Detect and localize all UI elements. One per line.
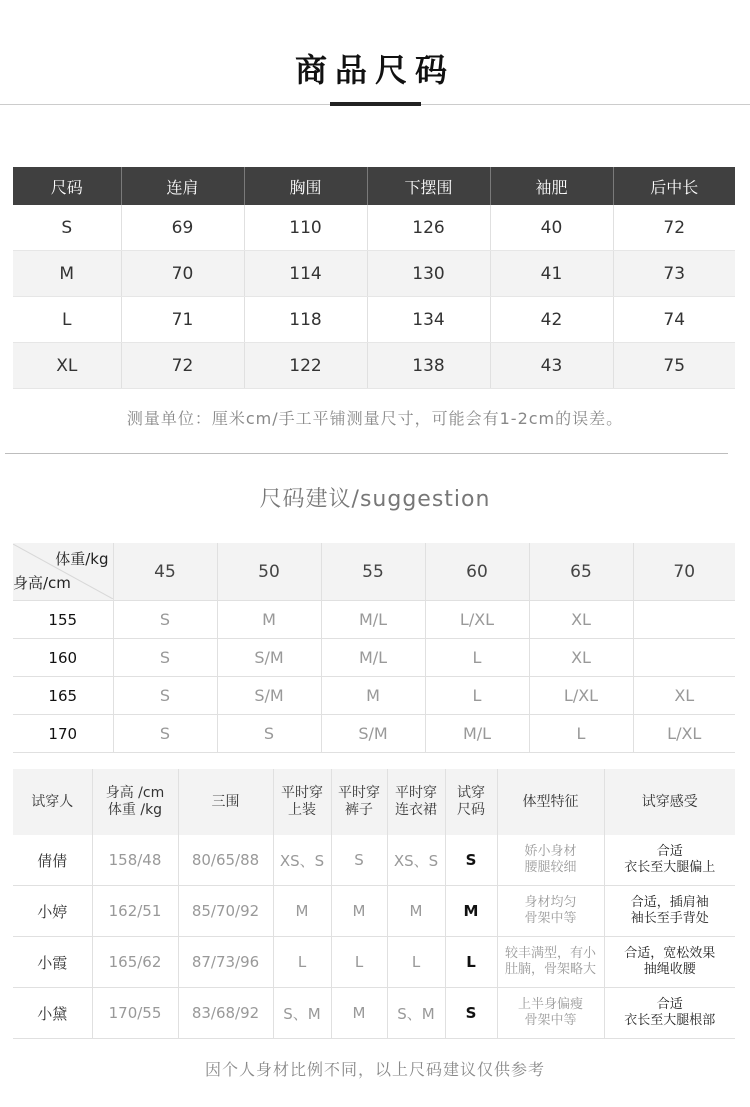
fit-top-cell: M — [273, 886, 331, 937]
fit-row — [13, 886, 735, 937]
size-cell: 42 — [490, 297, 613, 343]
suggested-size-cell — [633, 639, 735, 677]
fit-header-cell: 试穿感受 — [604, 769, 735, 835]
size-cell: 138 — [367, 343, 490, 389]
fit-pants-cell: M — [331, 886, 387, 937]
corner-cell — [13, 544, 113, 599]
size-cell: 130 — [367, 251, 490, 297]
fit-header-cell: 身高 /cm 体重 /kg — [92, 769, 178, 835]
height-cell: 160 — [13, 639, 113, 677]
weight-header-cell: 60 — [425, 543, 529, 601]
fit-header-cell: 平时穿 连衣裙 — [387, 769, 445, 835]
height-cell: 170 — [13, 715, 113, 753]
size-cell: XL — [13, 343, 121, 389]
size-cell: 72 — [121, 343, 244, 389]
fit-header-cell: 试穿 尺码 — [445, 769, 497, 835]
fit-hw-cell: 165/62 — [92, 937, 178, 988]
suggested-size-cell: L/XL — [425, 601, 529, 639]
size-cell: 70 — [121, 251, 244, 297]
suggestion-row — [13, 639, 735, 677]
size-header-cell: 连肩 — [121, 167, 244, 205]
suggested-size-cell: S/M — [217, 677, 321, 715]
fit-hw-cell: 162/51 — [92, 886, 178, 937]
fit-pants-cell: L — [331, 937, 387, 988]
suggestion-row — [13, 715, 735, 753]
fit-row — [13, 937, 735, 988]
suggestion-row — [13, 677, 735, 715]
fit-row — [13, 835, 735, 886]
fit-table-body — [13, 835, 735, 1039]
fit-header-cell: 三围 — [178, 769, 273, 835]
fit-bwh-cell: 83/68/92 — [178, 988, 273, 1039]
suggested-size-cell: S — [113, 639, 217, 677]
section-divider — [5, 453, 728, 454]
size-cell: 43 — [490, 343, 613, 389]
fit-hw-cell: 170/55 — [92, 988, 178, 1039]
bottom-note: 因个人身材比例不同，以上尺码建议仅供参考 — [204, 1060, 545, 1079]
fit-body-cell: 较丰满型，有小 肚腩，骨架略大 — [497, 937, 604, 988]
size-cell: 74 — [613, 297, 735, 343]
suggested-size-cell — [633, 601, 735, 639]
height-axis-label: 身高/cm — [13, 574, 71, 592]
fit-size-cell: S — [445, 988, 497, 1039]
fit-pants-cell: M — [331, 988, 387, 1039]
weight-header-cell: 70 — [633, 543, 735, 601]
size-row — [13, 343, 735, 389]
size-cell: 118 — [244, 297, 367, 343]
height-cell: 165 — [13, 677, 113, 715]
size-header-cell: 下摆围 — [367, 167, 490, 205]
fit-table — [13, 769, 735, 1039]
fit-header-cell: 试穿人 — [13, 769, 92, 835]
fit-feel-cell: 合适 衣长至大腿根部 — [604, 988, 735, 1039]
size-cell: 41 — [490, 251, 613, 297]
fit-header-cell: 体型特征 — [497, 769, 604, 835]
fit-hw-cell: 158/48 — [92, 835, 178, 886]
size-header-cell: 尺码 — [13, 167, 121, 205]
weight-header-cell: 45 — [113, 543, 217, 601]
size-table-body — [13, 205, 735, 389]
fit-top-cell: XS、S — [273, 835, 331, 886]
suggested-size-cell: S/M — [321, 715, 425, 753]
suggested-size-cell: M — [217, 601, 321, 639]
fit-name-cell: 小婷 — [13, 886, 92, 937]
size-cell: L — [13, 297, 121, 343]
suggested-size-cell: M/L — [321, 601, 425, 639]
fit-body-cell: 上半身偏瘦 骨架中等 — [497, 988, 604, 1039]
weight-header-cell: 65 — [529, 543, 633, 601]
fit-feel-cell: 合适 衣长至大腿偏上 — [604, 835, 735, 886]
fit-header-cell: 平时穿 上装 — [273, 769, 331, 835]
suggested-size-cell: S — [217, 715, 321, 753]
fit-bwh-cell: 80/65/88 — [178, 835, 273, 886]
size-cell: S — [13, 205, 121, 251]
fit-feel-cell: 合适，宽松效果 抽绳收腰 — [604, 937, 735, 988]
fit-body-cell: 娇小身材 腰腿较细 — [497, 835, 604, 886]
fit-dress-cell: L — [387, 937, 445, 988]
fit-name-cell: 小黛 — [13, 988, 92, 1039]
size-cell: M — [13, 251, 121, 297]
fit-bwh-cell: 87/73/96 — [178, 937, 273, 988]
size-cell: 69 — [121, 205, 244, 251]
suggestion-header-row — [13, 543, 735, 601]
fit-table-header — [13, 769, 735, 835]
size-header-cell: 胸围 — [244, 167, 367, 205]
fit-size-cell: L — [445, 937, 497, 988]
fit-dress-cell: XS、S — [387, 835, 445, 886]
suggested-size-cell: L/XL — [633, 715, 735, 753]
page-title: 商品尺码 — [294, 51, 455, 89]
suggested-size-cell: XL — [529, 639, 633, 677]
size-row — [13, 251, 735, 297]
suggested-size-cell: XL — [529, 601, 633, 639]
fit-body-cell: 身材均匀 骨架中等 — [497, 886, 604, 937]
suggested-size-cell: L — [425, 677, 529, 715]
size-cell: 114 — [244, 251, 367, 297]
fit-top-cell: S、M — [273, 988, 331, 1039]
fit-dress-cell: M — [387, 886, 445, 937]
fit-bwh-cell: 85/70/92 — [178, 886, 273, 937]
fit-feel-cell: 合适，插肩袖 袖长至手背处 — [604, 886, 735, 937]
size-cell: 122 — [244, 343, 367, 389]
title-underline — [330, 102, 421, 106]
size-cell: 75 — [613, 343, 735, 389]
fit-name-cell: 倩倩 — [13, 835, 92, 886]
size-table-header — [13, 167, 735, 205]
fit-size-cell: S — [445, 835, 497, 886]
size-cell: 72 — [613, 205, 735, 251]
size-row — [13, 297, 735, 343]
fit-size-cell: M — [445, 886, 497, 937]
weight-axis-label: 体重/kg — [55, 550, 109, 568]
size-row — [13, 205, 735, 251]
fit-dress-cell: S、M — [387, 988, 445, 1039]
size-cell: 134 — [367, 297, 490, 343]
size-cell: 40 — [490, 205, 613, 251]
size-cell: 71 — [121, 297, 244, 343]
suggested-size-cell: L — [425, 639, 529, 677]
measure-note: 测量单位：厘米cm/手工平铺测量尺寸，可能会有1-2cm的误差。 — [126, 409, 624, 428]
suggestion-table — [13, 543, 735, 753]
suggestion-row — [13, 601, 735, 639]
size-cell: 110 — [244, 205, 367, 251]
fit-top-cell: L — [273, 937, 331, 988]
suggested-size-cell: M/L — [425, 715, 529, 753]
suggestion-title: 尺码建议/suggestion — [259, 487, 491, 512]
fit-pants-cell: S — [331, 835, 387, 886]
suggested-size-cell: S — [113, 715, 217, 753]
size-cell: 73 — [613, 251, 735, 297]
suggested-size-cell: L/XL — [529, 677, 633, 715]
size-cell: 126 — [367, 205, 490, 251]
fit-name-cell: 小霞 — [13, 937, 92, 988]
fit-header-cell: 平时穿 裤子 — [331, 769, 387, 835]
suggested-size-cell: M/L — [321, 639, 425, 677]
suggested-size-cell: S — [113, 677, 217, 715]
height-cell: 155 — [13, 601, 113, 639]
suggested-size-cell: XL — [633, 677, 735, 715]
size-header-cell: 后中长 — [613, 167, 735, 205]
fit-row — [13, 988, 735, 1039]
size-table — [13, 167, 735, 389]
size-header-cell: 袖肥 — [490, 167, 613, 205]
suggested-size-cell: S/M — [217, 639, 321, 677]
suggested-size-cell: S — [113, 601, 217, 639]
weight-header-cell: 50 — [217, 543, 321, 601]
weight-header-cell: 55 — [321, 543, 425, 601]
suggested-size-cell: L — [529, 715, 633, 753]
suggested-size-cell: M — [321, 677, 425, 715]
